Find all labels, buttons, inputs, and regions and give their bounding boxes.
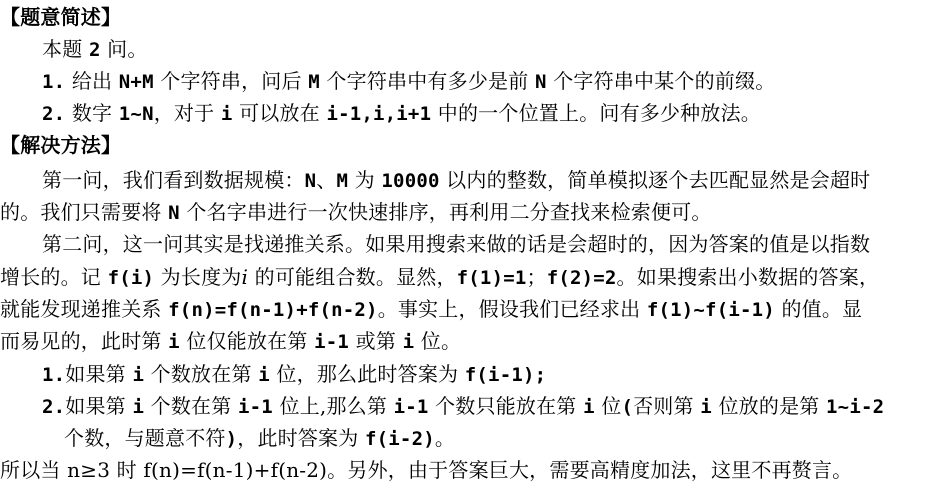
paragraph-line: 本题 2 问。 [42, 37, 148, 61]
list-item-2: 2. 数字 1~N，对于 i 可以放在 i-1,i,i+1 中的一个位置上。问有多少种放法。 [42, 101, 761, 125]
case-item-2: 2.如果第 i 个数在第 i-1 位上,那么第 i-1 个数只能放在第 i 位(否则第 i 位放的是第 1~i-2 [42, 394, 885, 418]
paragraph-line: 第二问，这一问其实是找递推关系。如果用搜索来做的话是会超时的，因为答案的值是以指数 [42, 232, 871, 256]
paragraph-line: 而易见的，此时第 i 位仅能放在第 i-1 或第 i 位。 [0, 329, 462, 353]
case-item-2-continuation: 个数，与题意不符)，此时答案为 f(i-2)。 [64, 426, 456, 450]
section-heading-problem: 【题意简述】 [0, 5, 122, 29]
paragraph-line: 增长的。记 f(i) 为长度为i 的可能组合数。显然，f(1)=1；f(2)=2。如果搜索出小数据的答案， [0, 265, 880, 289]
paragraph-line: 第一问，我们看到数据规模：N、M 为 10000 以内的整数，简单模拟逐个去匹配显然是会超时 [42, 168, 871, 192]
conclusion-line: 所以当 n≥3 时 f(n)=f(n-1)+f(n-2)。另外，由于答案巨大，需要高精度加法，这里不再赘言。 [0, 458, 853, 482]
list-item-1: 1. 给出 N+M 个字符串，问后 M 个字符串中有多少是前 N 个字符串中某个的前缀。 [42, 69, 776, 93]
paragraph-line: 就能发现递推关系 f(n)=f(n-1)+f(n-2)。事实上，假设我们已经求出 f(1)~f(i-1) 的值。显 [0, 297, 863, 321]
section-heading-solution: 【解决方法】 [0, 133, 122, 157]
paragraph-line: 的。我们只需要将 N 个名字串进行一次快速排序，再利用二分查找来检索便可。 [0, 200, 712, 224]
case-item-1: 1.如果第 i 个数放在第 i 位，那么此时答案为 f(i-1); [42, 362, 547, 386]
